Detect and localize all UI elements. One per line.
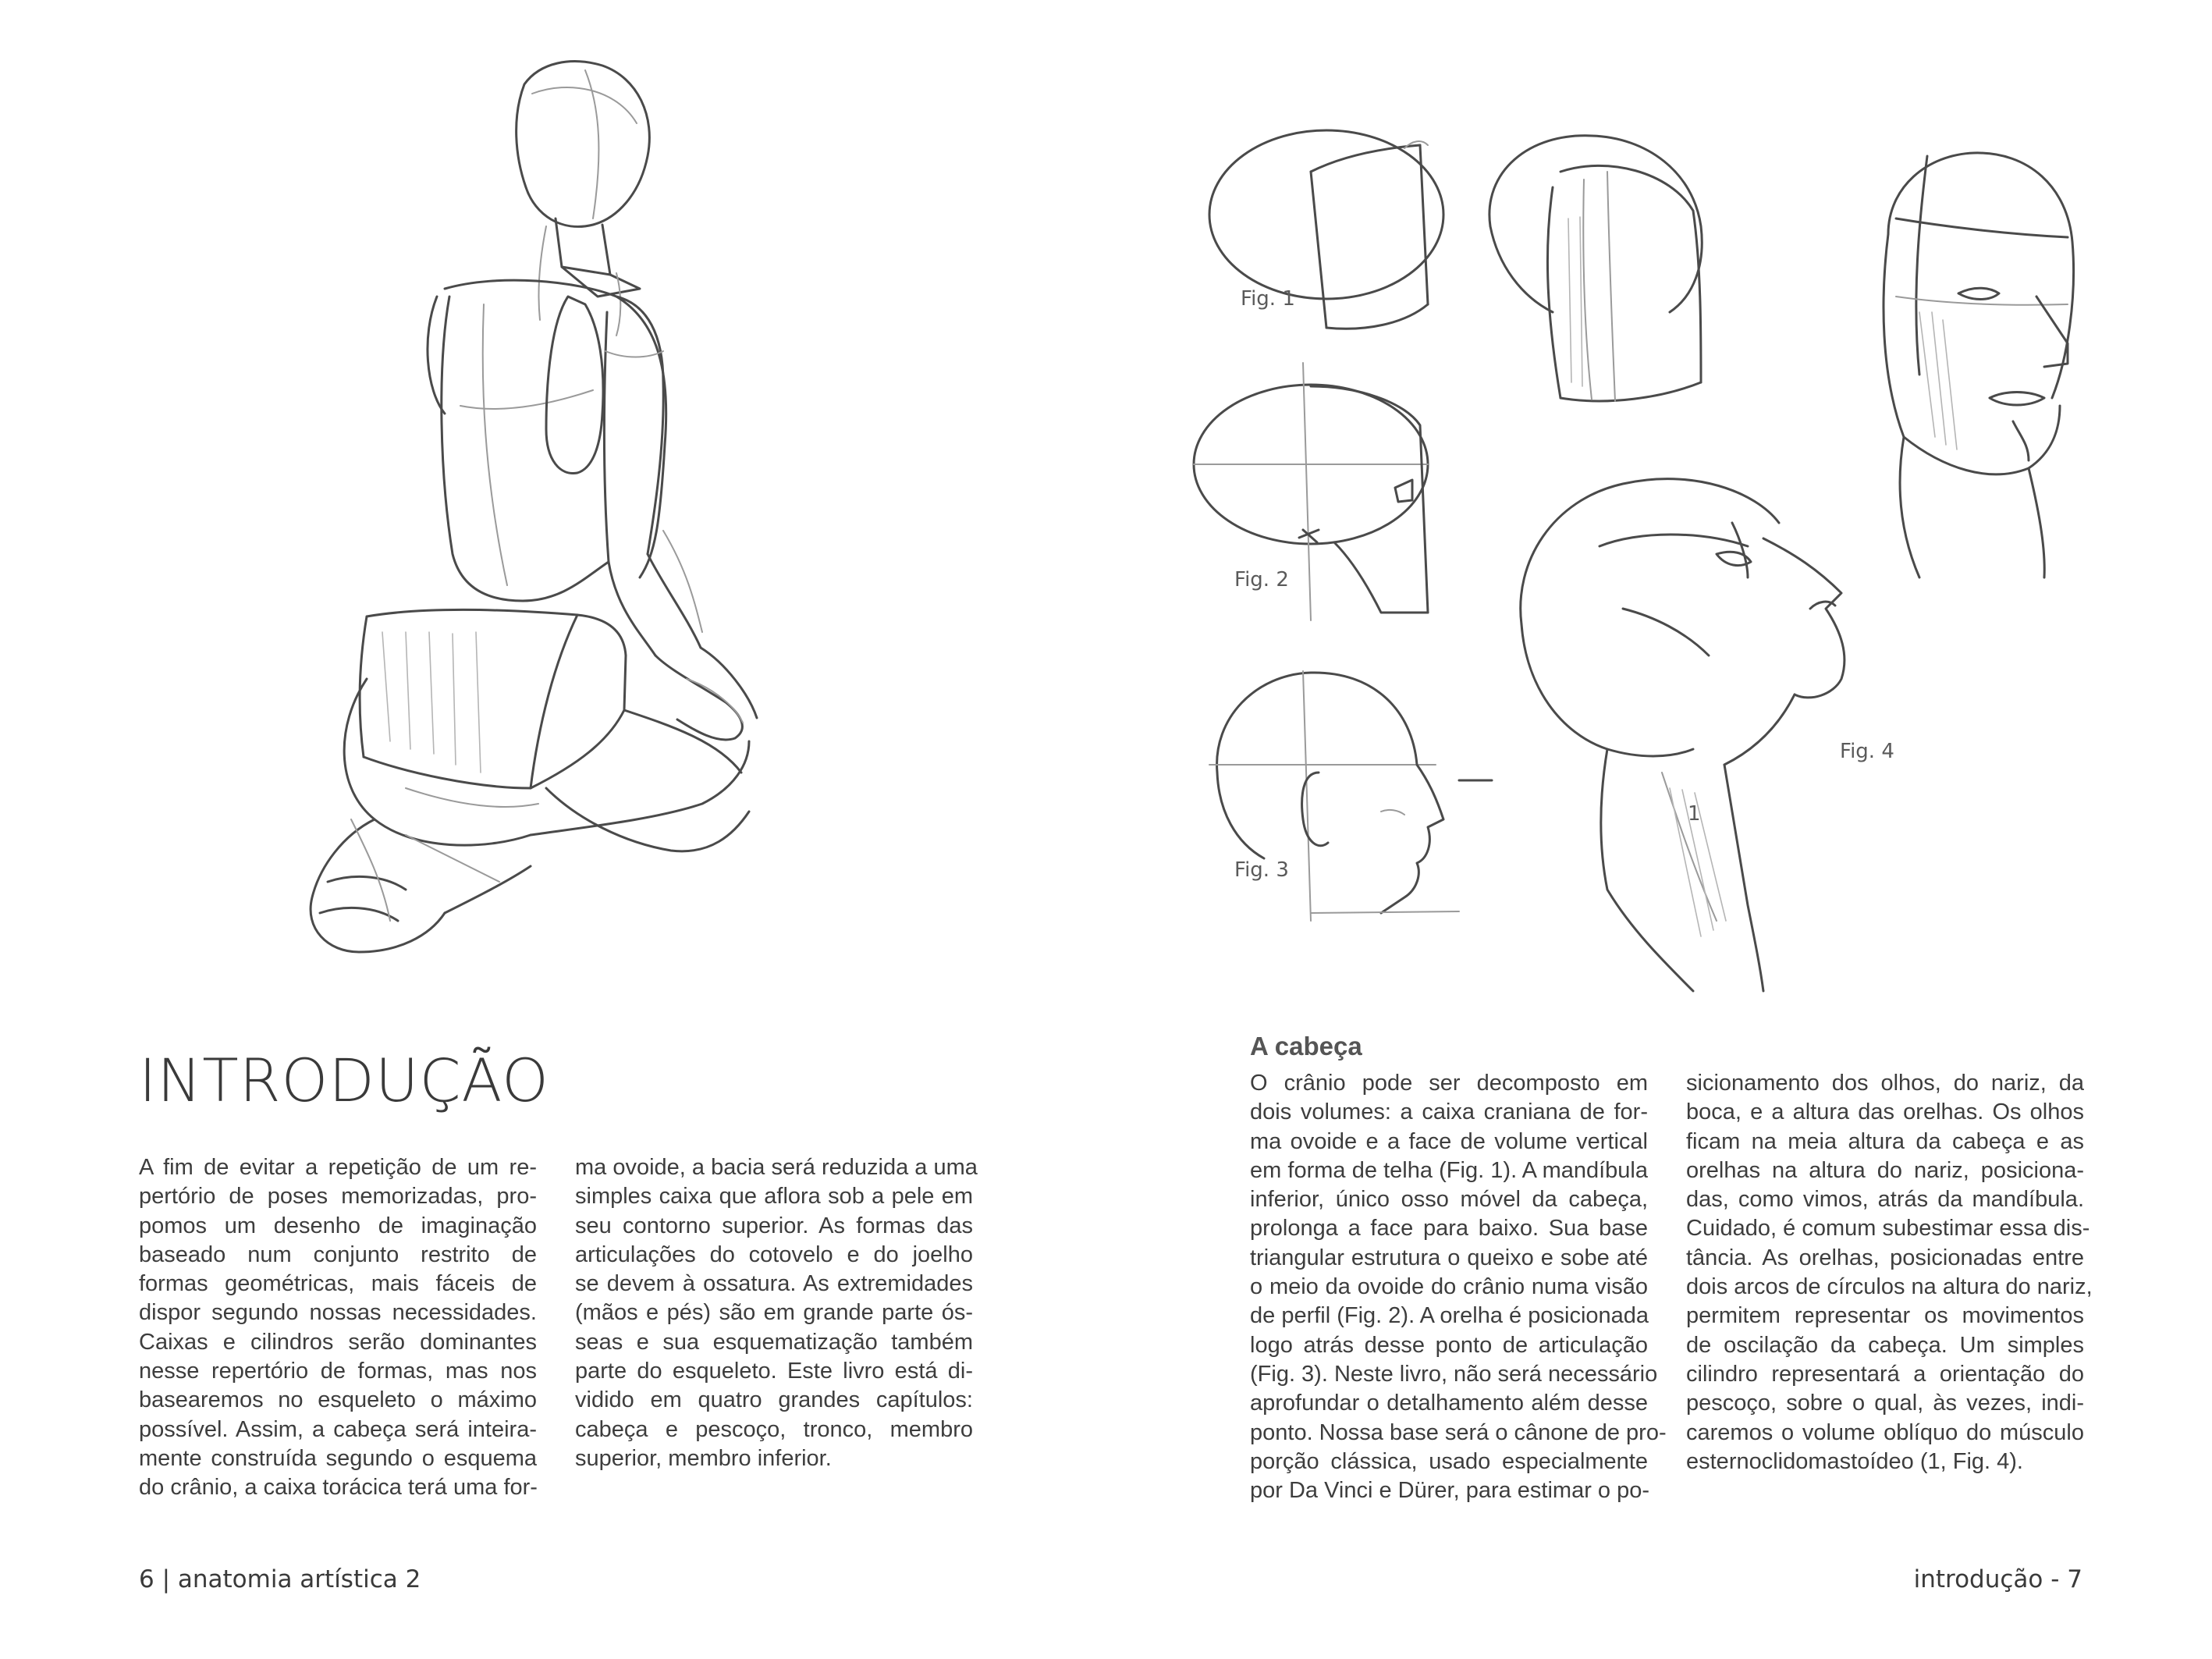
- text-line: caremos o volume oblíquo do músculo: [1686, 1419, 2084, 1445]
- text-line: pomos um desenho de imaginação: [139, 1213, 537, 1238]
- text-line: A fim de evitar a repetição de um re-: [139, 1155, 537, 1180]
- text-line: ma ovoide e a face de volume vertical: [1250, 1128, 1648, 1154]
- head-column-1: [1250, 1069, 1667, 1505]
- text-line: se devem à ossatura. As extremidades: [575, 1271, 973, 1297]
- fig3-label: Fig. 3: [1234, 858, 1289, 882]
- section-heading: A cabeça: [1250, 1032, 1362, 1060]
- muscle-marker-label: 1: [1688, 802, 1701, 826]
- head-tilted-back-sketch: [1482, 453, 1919, 999]
- text-line: aprofundar o detalhamento além desse: [1250, 1391, 1648, 1416]
- text-line: pertório de poses memorizadas, pro-: [139, 1184, 537, 1210]
- folio-left: 6 | anatomia artística 2: [139, 1565, 421, 1593]
- text-line: do crânio, a caixa torácica terá uma for-: [139, 1475, 538, 1501]
- intro-column-1: [139, 1153, 537, 1503]
- text-line: orelhas na altura do nariz, posiciona-: [1686, 1157, 2084, 1183]
- text-line: dispor segundo nossas necessidades.: [139, 1300, 537, 1326]
- text-line: Cuidado, é comum subestimar essa dis-: [1686, 1216, 2090, 1242]
- text-line: prolonga a face para baixo. Sua base: [1250, 1216, 1648, 1242]
- text-line: seas e sua esquematização também: [575, 1329, 973, 1355]
- fig2-label: Fig. 2: [1234, 568, 1289, 591]
- text-line: possível. Assim, a cabeça será inteira-: [139, 1416, 537, 1442]
- fig3-sketch: [1202, 663, 1514, 921]
- text-line: O crânio pode ser decomposto em: [1250, 1071, 1648, 1096]
- text-line: (Fig. 3). Neste livro, não será necessário: [1250, 1361, 1658, 1387]
- chapter-title: INTRODUÇÃO: [139, 1046, 550, 1115]
- text-line: em forma de telha (Fig. 1). A mandíbula: [1250, 1157, 1648, 1183]
- text-line: mente construída segundo o esquema: [139, 1445, 537, 1471]
- head-column-2: [1686, 1069, 2093, 1476]
- text-line: dois volumes: a caixa craniana de for-: [1250, 1099, 1648, 1125]
- text-line: nesse repertório de formas, mas nos: [139, 1359, 537, 1384]
- text-line: vidido em quatro grandes capítulos:: [575, 1387, 973, 1413]
- text-line: permitem representar os movimentos: [1686, 1303, 2084, 1329]
- fig4-label: Fig. 4: [1840, 740, 1894, 763]
- intro-column-2: [575, 1153, 978, 1473]
- fig1-sketch: [1194, 109, 1459, 343]
- text-line: de perfil (Fig. 2). A orelha é posicionada: [1250, 1303, 1649, 1329]
- text-line: simples caixa que aflora sob a pele em: [575, 1184, 973, 1210]
- text-line: logo atrás desse ponto de articulação: [1250, 1332, 1648, 1358]
- text-line: dois arcos de círculos na altura do nariz,: [1686, 1274, 2093, 1300]
- text-line: inferior, único osso móvel da cabeça,: [1250, 1187, 1648, 1213]
- text-line: ma ovoide, a bacia será reduzida a uma: [575, 1155, 978, 1180]
- text-line: das, como vimos, atrás da mandíbula.: [1686, 1187, 2084, 1213]
- text-line: cilindro representará a orientação do: [1686, 1361, 2084, 1387]
- fig1-label: Fig. 1: [1241, 287, 1295, 311]
- text-line: pescoço, sobre o qual, às vezes, indi-: [1686, 1391, 2084, 1416]
- text-line: baseado num conjunto restrito de: [139, 1242, 537, 1267]
- text-line: Caixas e cilindros serão dominantes: [139, 1329, 537, 1355]
- text-line: ficam na meia altura da cabeça e as: [1686, 1128, 2084, 1154]
- text-line: triangular estrutura o queixo e sobe até: [1250, 1245, 1648, 1270]
- text-line: seu contorno superior. As formas das: [575, 1213, 973, 1238]
- text-line: esternoclidomastoídeo (1, Fig. 4).: [1686, 1448, 2023, 1474]
- text-line: porção clássica, usado especialmente: [1250, 1448, 1648, 1474]
- kneeling-figure-sketch: [250, 39, 827, 975]
- text-line: boca, e a altura das orelhas. Os olhos: [1686, 1099, 2084, 1125]
- text-line: por Da Vinci e Dürer, para estimar o po-: [1250, 1478, 1650, 1504]
- text-line: ponto. Nossa base será o cânone de pro-: [1250, 1419, 1667, 1445]
- text-line: basearemos no esqueleto o máximo: [139, 1387, 537, 1413]
- text-line: de oscilação da cabeça. Um simples: [1686, 1332, 2084, 1358]
- text-line: tância. As orelhas, posicionadas entre: [1686, 1245, 2084, 1270]
- text-line: sicionamento dos olhos, do nariz, da: [1686, 1071, 2084, 1096]
- text-line: superior, membro inferior.: [575, 1445, 832, 1471]
- text-line: parte do esqueleto. Este livro está di-: [575, 1359, 973, 1384]
- text-line: (mãos e pés) são em grande parte ós-: [575, 1300, 973, 1326]
- folio-right: introdução - 7: [1913, 1565, 2082, 1593]
- text-line: formas geométricas, mais fáceis de: [139, 1271, 537, 1297]
- text-line: articulações do cotovelo e do joelho: [575, 1242, 973, 1267]
- text-line: o meio da ovoide do crânio numa visão: [1250, 1274, 1648, 1300]
- text-line: cabeça e pescoço, tronco, membro: [575, 1416, 973, 1442]
- fig2-sketch: [1178, 355, 1459, 628]
- skull-volume-sketch: [1467, 125, 1763, 421]
